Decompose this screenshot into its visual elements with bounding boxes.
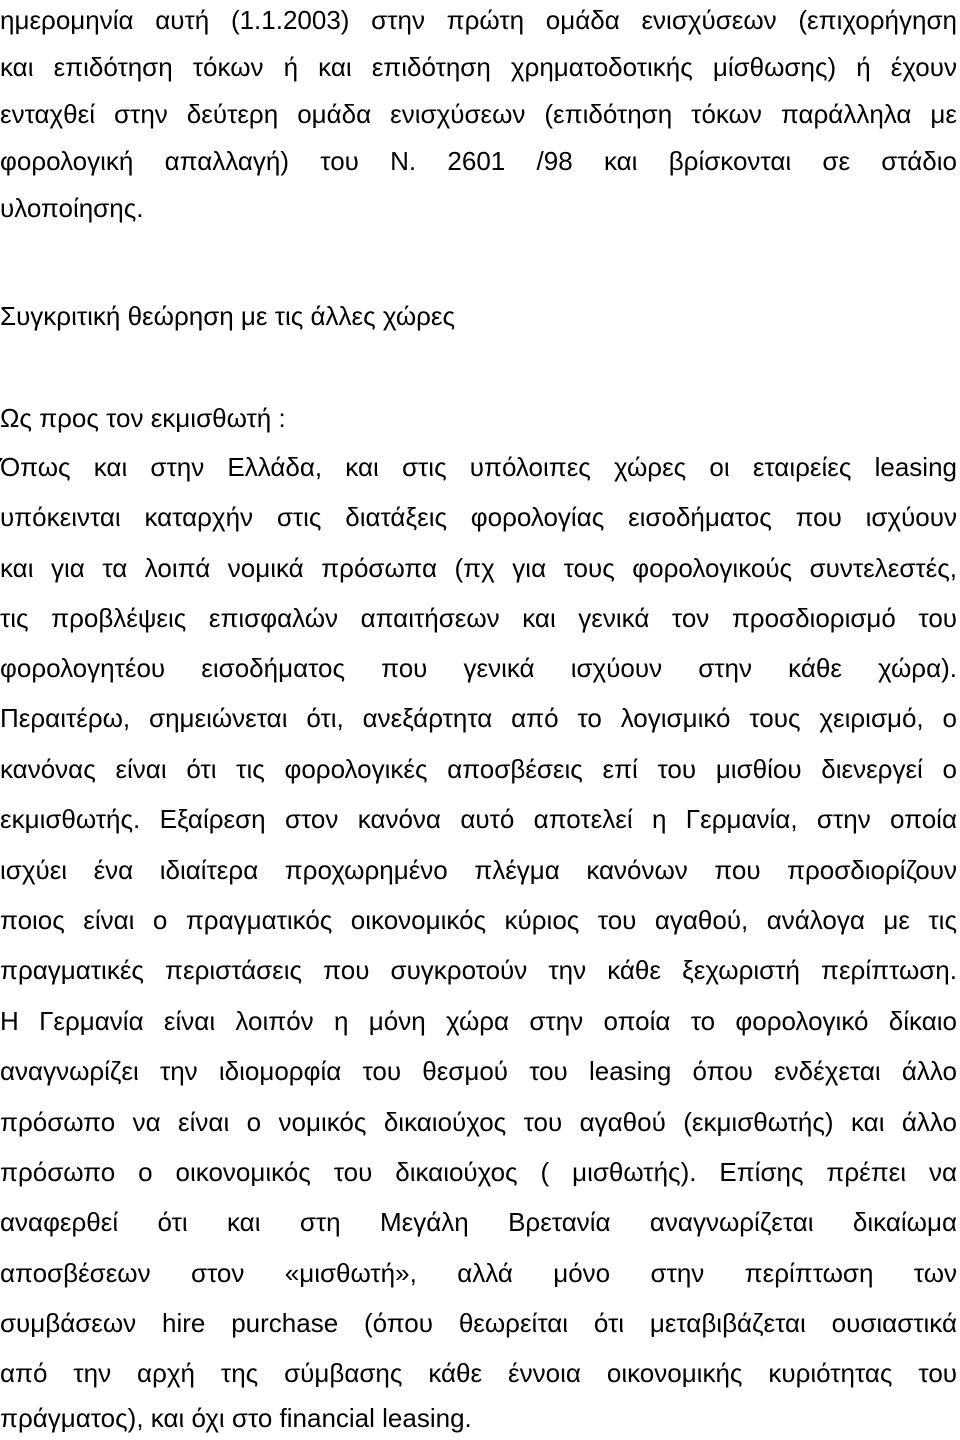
text-line: συμβάσεων hire purchase (όπου θεωρείται ότι μεταβιβάζεται ουσιαστικά <box>0 1308 957 1338</box>
text-line: από την αρχή της σύμβασης κάθε έννοια οικονομικής κυριότητας του <box>0 1358 957 1388</box>
text-line: τις προβλέψεις επισφαλών απαιτήσεων και γενικά τον προσδιορισμό του <box>0 603 957 633</box>
text-line: Η Γερμανία είναι λοιπόν η μόνη χώρα στην οποία το φορολογικό δίκαιο <box>0 1006 957 1036</box>
text-line: εκμισθωτής. Εξαίρεση στον κανόνα αυτό αποτελεί η Γερμανία, στην οποία <box>0 804 957 834</box>
text-line: υπόκεινται καταρχήν στις διατάξεις φορολογίας εισοδήματος που ισχύουν <box>0 502 957 532</box>
text-line: πραγματικές περιστάσεις που συγκροτούν την κάθε ξεχωριστή περίπτωση. <box>0 955 957 985</box>
text-line: ενταχθεί στην δεύτερη ομάδα ενισχύσεων (επιδότηση τόκων παράλληλα με <box>0 99 957 129</box>
text-line: ισχύει ένα ιδιαίτερα προχωρημένο πλέγμα κανόνων που προσδιορίζουν <box>0 855 957 885</box>
section-heading: Συγκριτική θεώρηση με τις άλλες χώρες <box>0 301 456 331</box>
text-line: αναγνωρίζει την ιδιομορφία του θεσμού του leasing όπου ενδέχεται άλλο <box>0 1056 957 1086</box>
text-line: φορολογητέου εισοδήματος που γενικά ισχύουν στην κάθε χώρα). <box>0 653 957 683</box>
text-line: ποιος είναι ο πραγματικός οικονομικός κύριος του αγαθού, ανάλογα με τις <box>0 905 957 935</box>
text-line: αναφερθεί ότι και στη Μεγάλη Βρετανία αναγνωρίζεται δικαίωμα <box>0 1207 957 1237</box>
text-line: και επιδότηση τόκων ή και επιδότηση χρηματοδοτικής μίσθωσης) ή έχουν <box>0 52 957 82</box>
text-line: αποσβέσεων στον «μισθωτή», αλλά μόνο στην περίπτωση των <box>0 1258 957 1288</box>
text-line: κανόνας είναι ότι τις φορολογικές αποσβέσεις επί του μισθίου διενεργεί ο <box>0 754 957 784</box>
text-line: πρόσωπο να είναι ο νομικός δικαιούχος του αγαθού (εκμισθωτής) και άλλο <box>0 1107 957 1137</box>
text-line: πράγματος), και όχι στο financial leasing. <box>0 1403 472 1433</box>
text-line: Όπως και στην Ελλάδα, και στις υπόλοιπες χώρες οι εταιρείες leasing <box>0 452 957 482</box>
text-line: πρόσωπο ο οικονομικός του δικαιούχος ( μισθωτής). Επίσης πρέπει να <box>0 1157 957 1187</box>
text-line: φορολογική απαλλαγή) του Ν. 2601 /98 και βρίσκονται σε στάδιο <box>0 146 957 176</box>
text-line: ημερομηνία αυτή (1.1.2003) στην πρώτη ομάδα ενισχύσεων (επιχορήγηση <box>0 5 957 35</box>
text-line: και για τα λοιπά νομικά πρόσωπα (πχ για τους φορολογικούς συντελεστές, <box>0 553 957 583</box>
text-line: υλοποίησης. <box>0 193 144 223</box>
subheading: Ως προς τον εκμισθωτή : <box>0 403 286 433</box>
text-line: Περαιτέρω, σημειώνεται ότι, ανεξάρτητα από το λογισμικό τους χειρισμό, ο <box>0 703 957 733</box>
